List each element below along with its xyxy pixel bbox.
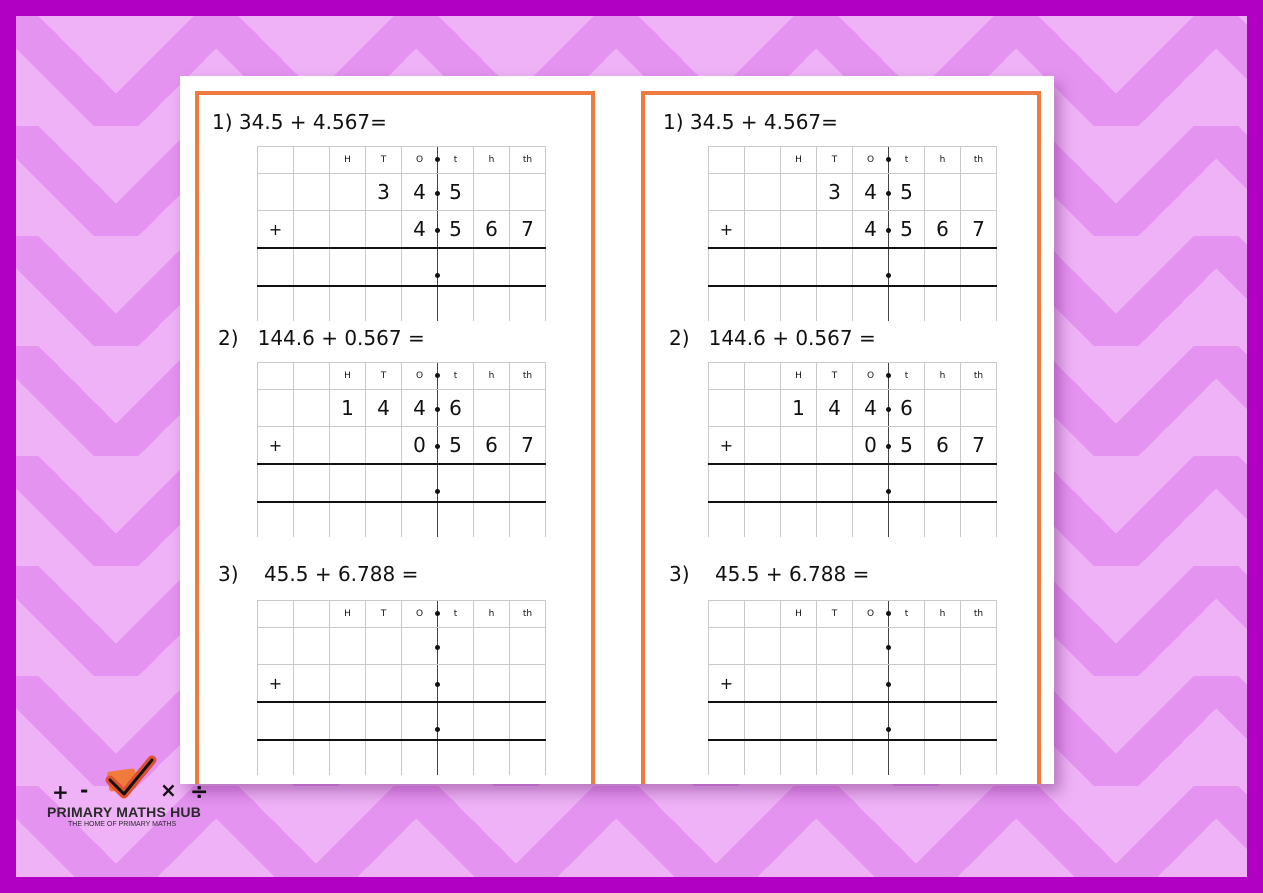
grid-cell bbox=[438, 464, 474, 502]
grid-cell bbox=[258, 248, 294, 286]
grid-cell bbox=[330, 628, 366, 665]
place-value-grid bbox=[708, 600, 997, 775]
grid-cell bbox=[438, 286, 474, 321]
grid-cell bbox=[925, 286, 961, 321]
grid-cell bbox=[510, 390, 546, 427]
grid-cell bbox=[510, 665, 546, 703]
grid-cell: 5 bbox=[889, 211, 925, 249]
column-header bbox=[258, 363, 294, 390]
place-value-grid bbox=[257, 600, 546, 775]
grid-cell bbox=[853, 464, 889, 502]
grid-cell bbox=[925, 248, 961, 286]
grid-cell bbox=[745, 702, 781, 740]
grid-cell: + bbox=[709, 211, 745, 249]
grid-cell bbox=[745, 174, 781, 211]
logo-icon bbox=[40, 752, 230, 812]
grid-cell bbox=[402, 464, 438, 502]
grid-cell bbox=[853, 502, 889, 537]
decimal-point-icon bbox=[886, 273, 891, 278]
column-header: T bbox=[366, 363, 402, 390]
decimal-point-icon bbox=[435, 191, 440, 196]
grid-cell: 4 bbox=[366, 390, 402, 427]
grid-cell: 5 bbox=[438, 427, 474, 465]
grid-cell bbox=[961, 464, 997, 502]
grid-cell bbox=[258, 502, 294, 537]
question-label: 3) 45.5 + 6.788 = bbox=[669, 562, 870, 586]
grid-cell bbox=[709, 702, 745, 740]
grid-cell bbox=[510, 286, 546, 321]
grid-cell: 4 bbox=[853, 211, 889, 249]
grid-cell bbox=[781, 248, 817, 286]
grid-cell bbox=[781, 702, 817, 740]
grid-cell bbox=[258, 286, 294, 321]
grid-cell: 4 bbox=[402, 390, 438, 427]
grid-cell bbox=[474, 665, 510, 703]
grid-cell bbox=[889, 286, 925, 321]
grid-cell bbox=[438, 628, 474, 665]
grid-cell: 5 bbox=[889, 174, 925, 211]
grid-cell bbox=[294, 248, 330, 286]
grid-cell bbox=[294, 628, 330, 665]
grid-cell: 3 bbox=[817, 174, 853, 211]
column-header: H bbox=[781, 147, 817, 174]
place-value-grid bbox=[257, 362, 546, 537]
question-label: 2) 144.6 + 0.567 = bbox=[669, 326, 876, 350]
grid-cell bbox=[817, 427, 853, 465]
grid-cell bbox=[402, 628, 438, 665]
column-header bbox=[745, 363, 781, 390]
grid-cell: + bbox=[258, 427, 294, 465]
grid-cell bbox=[366, 628, 402, 665]
grid-cell bbox=[745, 628, 781, 665]
grid-cell bbox=[294, 665, 330, 703]
grid-cell bbox=[781, 286, 817, 321]
grid-cell bbox=[925, 390, 961, 427]
grid-cell: 0 bbox=[402, 427, 438, 465]
column-header: H bbox=[330, 147, 366, 174]
grid-cell bbox=[366, 464, 402, 502]
grid-cell bbox=[366, 740, 402, 775]
grid-cell bbox=[709, 390, 745, 427]
column-header: T bbox=[366, 147, 402, 174]
column-header: t bbox=[889, 601, 925, 628]
column-header: h bbox=[474, 363, 510, 390]
grid-cell bbox=[889, 702, 925, 740]
column-header: th bbox=[961, 363, 997, 390]
grid-cell bbox=[474, 502, 510, 537]
grid-cell bbox=[709, 174, 745, 211]
grid-cell bbox=[889, 665, 925, 703]
grid-cell bbox=[474, 628, 510, 665]
grid-cell bbox=[961, 248, 997, 286]
grid-cell bbox=[294, 174, 330, 211]
column-header bbox=[709, 363, 745, 390]
decimal-point-icon bbox=[435, 228, 440, 233]
grid-cell: 0 bbox=[853, 427, 889, 465]
grid-cell bbox=[709, 502, 745, 537]
grid-cell bbox=[330, 464, 366, 502]
grid-cell bbox=[889, 740, 925, 775]
grid-cell bbox=[709, 740, 745, 775]
grid-cell bbox=[925, 464, 961, 502]
grid-cell bbox=[817, 464, 853, 502]
grid-cell bbox=[366, 248, 402, 286]
worksheet-preview bbox=[180, 76, 1054, 784]
place-value-grid bbox=[708, 146, 997, 321]
grid-cell bbox=[817, 628, 853, 665]
grid-cell bbox=[366, 211, 402, 249]
column-header bbox=[258, 601, 294, 628]
grid-cell: 6 bbox=[474, 211, 510, 249]
grid-cell bbox=[330, 665, 366, 703]
decimal-point-icon bbox=[886, 228, 891, 233]
grid-cell bbox=[474, 174, 510, 211]
place-value-grid bbox=[708, 362, 997, 537]
question-label: 1) 34.5 + 4.567= bbox=[212, 110, 387, 134]
grid-cell bbox=[402, 665, 438, 703]
grid-cell bbox=[510, 740, 546, 775]
grid-cell bbox=[853, 702, 889, 740]
grid-cell bbox=[258, 174, 294, 211]
grid-cell bbox=[438, 702, 474, 740]
column-header: t bbox=[438, 601, 474, 628]
column-header: T bbox=[817, 601, 853, 628]
column-header: th bbox=[961, 601, 997, 628]
grid-cell bbox=[258, 702, 294, 740]
grid-cell bbox=[961, 174, 997, 211]
grid-cell: 4 bbox=[853, 390, 889, 427]
grid-cell: 6 bbox=[474, 427, 510, 465]
grid-cell bbox=[781, 464, 817, 502]
column-header: H bbox=[330, 363, 366, 390]
column-header bbox=[258, 147, 294, 174]
grid-cell bbox=[925, 702, 961, 740]
grid-cell bbox=[510, 502, 546, 537]
grid-cell bbox=[925, 174, 961, 211]
decimal-point-icon bbox=[886, 157, 891, 162]
grid-cell: + bbox=[709, 427, 745, 465]
grid-cell bbox=[510, 174, 546, 211]
grid-cell: 3 bbox=[366, 174, 402, 211]
grid-cell bbox=[817, 740, 853, 775]
grid-cell bbox=[817, 665, 853, 703]
grid-cell bbox=[330, 740, 366, 775]
grid-cell bbox=[817, 702, 853, 740]
grid-cell: 5 bbox=[438, 211, 474, 249]
grid-cell bbox=[781, 740, 817, 775]
grid-cell: 4 bbox=[402, 211, 438, 249]
decimal-point-icon bbox=[886, 407, 891, 412]
grid-cell bbox=[474, 390, 510, 427]
decimal-point-icon bbox=[886, 373, 891, 378]
grid-cell bbox=[438, 740, 474, 775]
grid-cell bbox=[438, 665, 474, 703]
grid-cell bbox=[474, 286, 510, 321]
logo-subtitle: THE HOME OF PRIMARY MATHS bbox=[68, 821, 177, 828]
grid-cell bbox=[330, 502, 366, 537]
grid-cell bbox=[781, 427, 817, 465]
grid-cell bbox=[961, 286, 997, 321]
primary-maths-hub-logo bbox=[40, 752, 230, 832]
grid-cell bbox=[330, 286, 366, 321]
grid-cell: 1 bbox=[781, 390, 817, 427]
grid-cell bbox=[745, 248, 781, 286]
grid-cell bbox=[889, 628, 925, 665]
grid-cell: + bbox=[258, 211, 294, 249]
grid-cell bbox=[510, 702, 546, 740]
grid-cell bbox=[510, 464, 546, 502]
grid-cell bbox=[889, 464, 925, 502]
decimal-point-icon bbox=[886, 191, 891, 196]
column-header bbox=[745, 601, 781, 628]
grid-cell bbox=[925, 665, 961, 703]
grid-cell bbox=[294, 211, 330, 249]
decimal-point-icon bbox=[435, 645, 440, 650]
grid-cell: 6 bbox=[438, 390, 474, 427]
column-header: T bbox=[817, 363, 853, 390]
decimal-point-icon bbox=[886, 682, 891, 687]
grid-cell: 6 bbox=[889, 390, 925, 427]
column-header bbox=[709, 601, 745, 628]
column-header: h bbox=[474, 601, 510, 628]
column-header: th bbox=[510, 147, 546, 174]
column-header: h bbox=[925, 601, 961, 628]
grid-cell: 5 bbox=[889, 427, 925, 465]
column-header bbox=[294, 147, 330, 174]
decimal-point-icon bbox=[886, 645, 891, 650]
decimal-point-icon bbox=[435, 407, 440, 412]
grid-cell bbox=[961, 502, 997, 537]
grid-cell bbox=[366, 286, 402, 321]
grid-cell bbox=[330, 427, 366, 465]
grid-cell bbox=[709, 286, 745, 321]
decimal-point-icon bbox=[435, 373, 440, 378]
grid-cell bbox=[330, 174, 366, 211]
column-header: h bbox=[925, 147, 961, 174]
decimal-point-icon bbox=[435, 444, 440, 449]
column-header: th bbox=[510, 601, 546, 628]
decimal-point-icon bbox=[435, 682, 440, 687]
grid-cell bbox=[709, 628, 745, 665]
grid-cell bbox=[745, 464, 781, 502]
grid-cell bbox=[330, 211, 366, 249]
grid-cell bbox=[294, 502, 330, 537]
grid-cell bbox=[709, 248, 745, 286]
grid-cell: + bbox=[258, 665, 294, 703]
grid-cell: + bbox=[709, 665, 745, 703]
column-header: h bbox=[925, 363, 961, 390]
column-header bbox=[294, 363, 330, 390]
grid-cell: 7 bbox=[961, 427, 997, 465]
grid-cell bbox=[745, 211, 781, 249]
grid-cell bbox=[474, 464, 510, 502]
column-header: T bbox=[366, 601, 402, 628]
grid-cell bbox=[330, 702, 366, 740]
grid-cell bbox=[258, 464, 294, 502]
grid-cell bbox=[745, 286, 781, 321]
grid-cell: 4 bbox=[853, 174, 889, 211]
column-header: O bbox=[402, 147, 438, 174]
grid-cell bbox=[709, 464, 745, 502]
grid-cell bbox=[366, 702, 402, 740]
column-header: O bbox=[853, 363, 889, 390]
grid-cell bbox=[817, 502, 853, 537]
grid-cell bbox=[853, 248, 889, 286]
grid-cell bbox=[258, 390, 294, 427]
grid-cell bbox=[745, 740, 781, 775]
column-header: H bbox=[781, 601, 817, 628]
question-label: 3) 45.5 + 6.788 = bbox=[218, 562, 419, 586]
grid-cell bbox=[438, 502, 474, 537]
grid-cell bbox=[366, 427, 402, 465]
place-value-grid bbox=[257, 146, 546, 321]
column-header bbox=[709, 147, 745, 174]
grid-cell bbox=[402, 286, 438, 321]
grid-cell bbox=[853, 665, 889, 703]
grid-cell bbox=[294, 427, 330, 465]
grid-cell bbox=[781, 174, 817, 211]
column-header: T bbox=[817, 147, 853, 174]
grid-cell: 5 bbox=[438, 174, 474, 211]
grid-cell bbox=[294, 702, 330, 740]
grid-cell bbox=[889, 248, 925, 286]
decimal-point-icon bbox=[886, 489, 891, 494]
grid-cell bbox=[925, 740, 961, 775]
grid-cell bbox=[745, 502, 781, 537]
grid-cell bbox=[402, 702, 438, 740]
grid-cell bbox=[781, 665, 817, 703]
column-header: H bbox=[330, 601, 366, 628]
divide-icon: ÷ bbox=[190, 780, 209, 805]
column-header: t bbox=[889, 147, 925, 174]
grid-cell bbox=[510, 248, 546, 286]
grid-cell bbox=[745, 390, 781, 427]
column-header: O bbox=[402, 601, 438, 628]
grid-cell bbox=[474, 248, 510, 286]
grid-cell: 7 bbox=[510, 211, 546, 249]
question-label: 2) 144.6 + 0.567 = bbox=[218, 326, 425, 350]
grid-cell: 6 bbox=[925, 427, 961, 465]
column-header: O bbox=[853, 147, 889, 174]
grid-cell: 4 bbox=[817, 390, 853, 427]
grid-cell bbox=[294, 286, 330, 321]
decimal-point-icon bbox=[435, 157, 440, 162]
column-header: h bbox=[474, 147, 510, 174]
grid-cell bbox=[366, 665, 402, 703]
grid-cell bbox=[961, 390, 997, 427]
column-header: t bbox=[889, 363, 925, 390]
grid-cell bbox=[366, 502, 402, 537]
grid-cell bbox=[925, 502, 961, 537]
grid-cell bbox=[817, 211, 853, 249]
column-header: t bbox=[438, 147, 474, 174]
decimal-point-icon bbox=[435, 611, 440, 616]
grid-cell bbox=[258, 740, 294, 775]
column-header bbox=[294, 601, 330, 628]
grid-cell bbox=[402, 248, 438, 286]
decimal-point-icon bbox=[435, 727, 440, 732]
grid-cell bbox=[474, 702, 510, 740]
decimal-point-icon bbox=[886, 611, 891, 616]
grid-cell bbox=[402, 740, 438, 775]
column-header: H bbox=[781, 363, 817, 390]
grid-cell: 4 bbox=[402, 174, 438, 211]
minus-icon: - bbox=[80, 778, 89, 802]
grid-cell: 7 bbox=[961, 211, 997, 249]
grid-cell bbox=[402, 502, 438, 537]
decimal-point-icon bbox=[886, 727, 891, 732]
column-header: O bbox=[853, 601, 889, 628]
grid-cell: 6 bbox=[925, 211, 961, 249]
grid-cell bbox=[781, 502, 817, 537]
grid-cell bbox=[817, 248, 853, 286]
grid-cell bbox=[889, 502, 925, 537]
column-header: t bbox=[438, 363, 474, 390]
logo-title: PRIMARY MATHS HUB bbox=[47, 804, 202, 820]
grid-cell bbox=[781, 211, 817, 249]
grid-cell bbox=[961, 740, 997, 775]
decimal-point-icon bbox=[886, 444, 891, 449]
question-label: 1) 34.5 + 4.567= bbox=[663, 110, 838, 134]
grid-cell: 7 bbox=[510, 427, 546, 465]
grid-cell bbox=[745, 427, 781, 465]
grid-cell bbox=[474, 740, 510, 775]
grid-cell bbox=[961, 665, 997, 703]
column-header: O bbox=[402, 363, 438, 390]
grid-cell bbox=[817, 286, 853, 321]
column-header: th bbox=[510, 363, 546, 390]
grid-cell bbox=[853, 740, 889, 775]
grid-cell bbox=[961, 628, 997, 665]
grid-cell bbox=[294, 464, 330, 502]
column-header bbox=[745, 147, 781, 174]
grid-cell: 1 bbox=[330, 390, 366, 427]
grid-cell bbox=[510, 628, 546, 665]
grid-cell bbox=[925, 628, 961, 665]
decimal-point-icon bbox=[435, 489, 440, 494]
grid-cell bbox=[745, 665, 781, 703]
multiply-icon: × bbox=[160, 778, 177, 802]
grid-cell bbox=[781, 628, 817, 665]
decimal-point-icon bbox=[435, 273, 440, 278]
grid-cell bbox=[258, 628, 294, 665]
grid-cell bbox=[294, 390, 330, 427]
grid-cell bbox=[438, 248, 474, 286]
grid-cell bbox=[961, 702, 997, 740]
grid-cell bbox=[294, 740, 330, 775]
column-header: th bbox=[961, 147, 997, 174]
grid-cell bbox=[853, 286, 889, 321]
grid-cell bbox=[853, 628, 889, 665]
grid-cell bbox=[330, 248, 366, 286]
plus-icon: + bbox=[52, 780, 69, 804]
